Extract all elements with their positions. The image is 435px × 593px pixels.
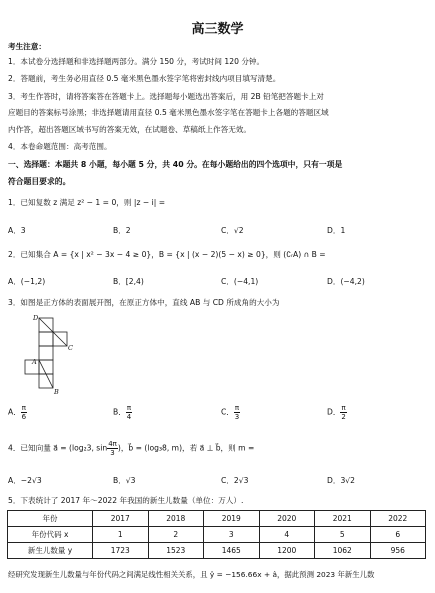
question-3-stem: 3．如图是正方体的表面展开图，在原正方体中，直线 AB 与 CD 所成角的大小为 [8,298,280,307]
label-d: D [33,314,39,322]
q1-option-b: B．2 [113,226,131,235]
q3-option-c: C． $\frac{\pi}{3}$ [221,404,240,421]
q4-option-d: D．3√2 [327,476,355,485]
table-cell: 956 [370,543,426,559]
table-cell: 1465 [204,543,260,559]
question-4-stem: 4．已知向量 a⃗ = (log₂3, sin $\frac{4\pi}{3}$ )，b⃗ = (log₃8, m)，若 a⃗ ⊥ b⃗，则 m = [8,440,255,457]
section-heading: 一、选择题：本题共 8 小题，每小题 5 分，共 40 分。在每小题给出的四个选项中，只有一项是 [8,160,343,169]
table-cell: 3 [204,527,260,543]
table-row [8,543,426,559]
q1-option-c: C．√2 [221,226,244,235]
question-1-stem: 1．已知复数 z 满足 z² − 1 = 0，则 |z − i| = [8,198,166,207]
notice-heading: 考生注意： [8,42,46,51]
table-row [8,527,426,543]
label-a: A [32,358,37,366]
q3-option-d: D． $\frac{\pi}{2}$ [327,404,346,421]
q2-option-a: A．(−1,2) [8,277,46,286]
table-cell: 2022 [370,511,426,527]
table-cell: 1200 [259,543,315,559]
q4-option-c: C．2√3 [221,476,249,485]
question-5-footer: 经研究发现新生儿数量与年份代码之间满足线性相关关系，且 ŷ = −156.66x + â，据此预测 2023 年新生儿数 [8,570,375,579]
table-cell: 2018 [148,511,204,527]
table-row [8,511,426,527]
table-cell: 1523 [148,543,204,559]
q4-option-b: B．√3 [113,476,136,485]
section-heading-cont: 符合题目要求的。 [8,177,71,186]
table-cell: 新生儿数量 y [8,543,93,559]
q1-option-a: A．3 [8,226,26,235]
table-cell: 1723 [93,543,149,559]
table-cell: 2019 [204,511,260,527]
table-cell: 1 [93,527,149,543]
table-cell: 6 [370,527,426,543]
label-b: B [54,388,59,396]
table-cell: 2020 [259,511,315,527]
table-cell: 2017 [93,511,149,527]
q4-option-a: A．−2√3 [8,476,42,485]
notice-item: 应题目的答案标号涂黑；非选择题请用直径 0.5 毫米黑色墨水签字笔在答题卡上各题的答题区域 [8,108,329,117]
notice-item: 4．本卷命题范围：高考范围。 [8,142,112,151]
notice-item: 3．考生作答时，请将答案答在答题卡上。选择题每小题选出答案后，用 2B 铅笔把答题卡上对 [8,92,324,101]
table-cell: 1062 [315,543,371,559]
table-cell: 2021 [315,511,371,527]
table-cell: 年份 [8,511,93,527]
newborn-table [7,510,426,559]
notice-item: 1．本试卷分选择题和非选择题两部分。满分 150 分，考试时间 120 分钟。 [8,57,265,66]
q1-option-d: D．1 [327,226,346,235]
table-cell: 2 [148,527,204,543]
page-title: 高三数学 [191,22,244,37]
notice-item: 2．答题前，考生务必用直径 0.5 毫米黑色墨水签字笔将密封线内项目填写清楚。 [8,74,281,83]
q3-option-a: A． $\frac{\pi}{6}$ [8,404,27,421]
table-cell: 5 [315,527,371,543]
question-2-stem: 2．已知集合 A = {x | x² − 3x − 4 ≥ 0}，B = {x | (x − 2)(5 − x) ≥ 0}，则 (∁ᵣA) ∩ B = [8,250,326,259]
q2-option-b: B．[2,4) [113,277,144,286]
table-cell: 4 [259,527,315,543]
q2-option-c: C．(−4,1) [221,277,259,286]
notice-item: 内作答，超出答题区域书写的答案无效，在试题卷、草稿纸上作答无效。 [8,125,251,134]
question-5-stem: 5．下表统计了 2017 年～2022 年我国的新生儿数量（单位：万人）. [8,496,244,505]
table-cell: 年份代码 x [8,527,93,543]
cube-net-figure [20,312,80,398]
q2-option-d: D．(−4,2) [327,277,365,286]
label-c: C [68,344,73,352]
q3-option-b: B． $\frac{\pi}{4}$ [113,404,132,421]
